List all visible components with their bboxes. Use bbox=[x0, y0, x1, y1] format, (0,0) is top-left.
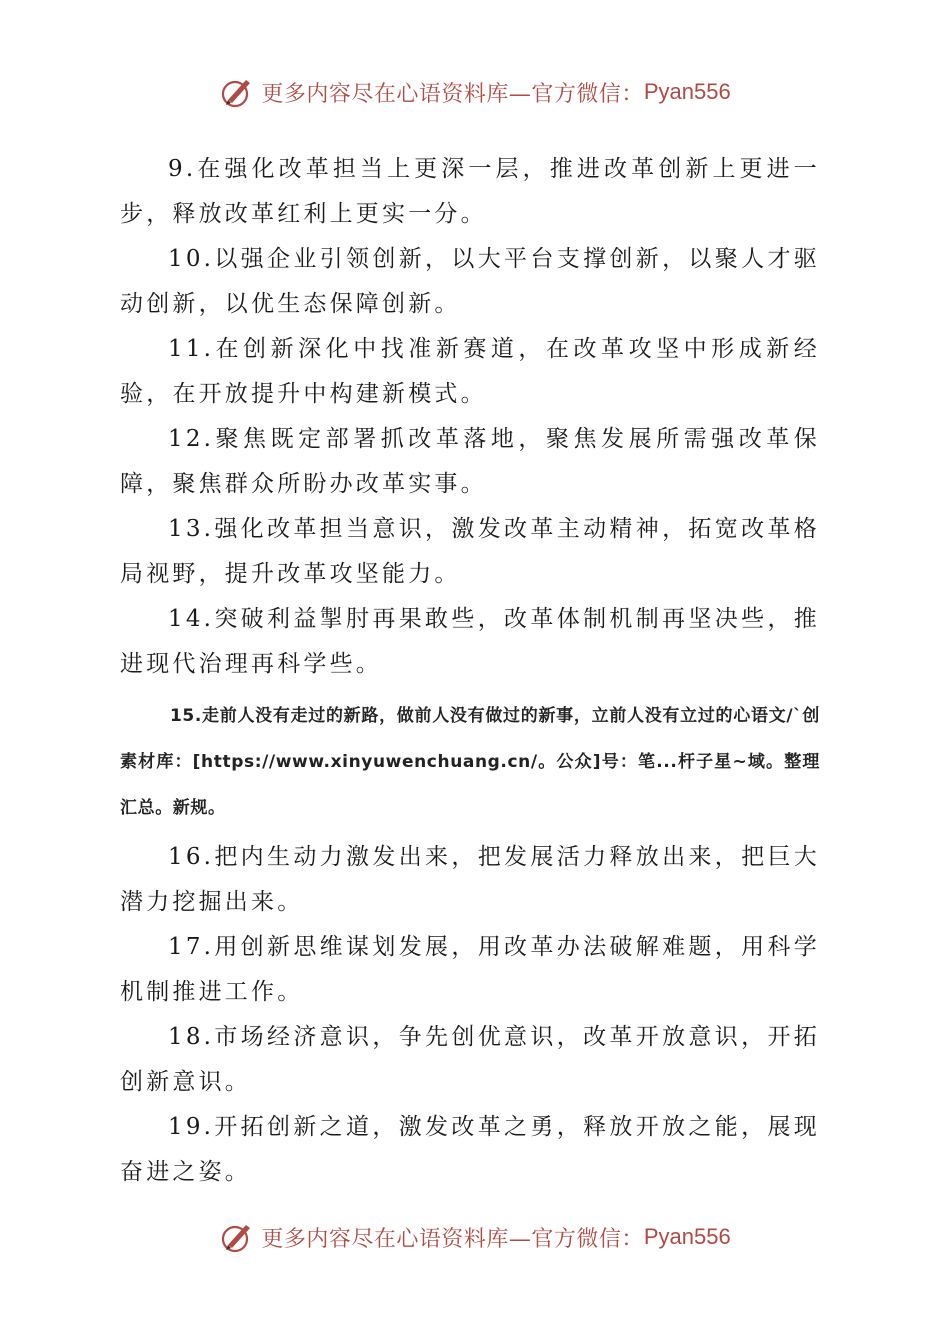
banner-text: 更多内容尽在心语资料库—官方微信： bbox=[261, 81, 644, 107]
banner-wechat-id: Pyan556 bbox=[643, 1224, 731, 1249]
list-item: 9.在强化改革担当上更深一层，推进改革创新上更进一步，释放改革红利上更实一分。 bbox=[120, 156, 820, 227]
list-item: 11.在创新深化中找准新赛道，在改革攻坚中形成新经验，在开放提升中构建新模式。 bbox=[120, 336, 820, 407]
pen-logo-icon bbox=[219, 74, 255, 110]
banner-text: 更多内容尽在心语资料库—官方微信： bbox=[261, 1226, 644, 1252]
list-item: 19.开拓创新之道，激发改革之勇，释放开放之能，展现奋进之姿。 bbox=[120, 1114, 820, 1185]
list-item-source-note: 15.走前人没有走过的新路，做前人没有做过的新事，立前人没有立过的心语文/`创素材库：[https://www.xinyuwenchuang.cn/。公众]号：笔...杆子星~域。整理汇总。新规。 bbox=[120, 706, 820, 818]
list-item: 12.聚焦既定部署抓改革落地，聚焦发展所需强改革保障，聚焦群众所盼办改革实事。 bbox=[120, 426, 820, 497]
list-item: 14.突破利益掣肘再果敢些，改革体制机制再坚决些，推进现代治理再科学些。 bbox=[120, 606, 820, 677]
banner-wechat-id: Pyan556 bbox=[643, 79, 731, 104]
list-item: 13.强化改革担当意识，激发改革主动精神，拓宽改革格局视野，提升改革攻坚能力。 bbox=[120, 516, 820, 587]
header-banner bbox=[0, 67, 950, 117]
list-item: 16.把内生动力激发出来，把发展活力释放出来，把巨大潜力挖掘出来。 bbox=[120, 844, 820, 915]
pen-logo-icon bbox=[219, 1219, 255, 1255]
footer-banner bbox=[0, 1212, 950, 1262]
list-item: 17.用创新思维谋划发展，用改革办法破解难题，用科学机制推进工作。 bbox=[120, 934, 820, 1005]
list-item: 10.以强企业引领创新，以大平台支撑创新，以聚人才驱动创新，以优生态保障创新。 bbox=[120, 246, 820, 317]
document-body bbox=[120, 147, 820, 1195]
list-item: 18.市场经济意识，争先创优意识，改革开放意识，开拓创新意识。 bbox=[120, 1024, 820, 1095]
